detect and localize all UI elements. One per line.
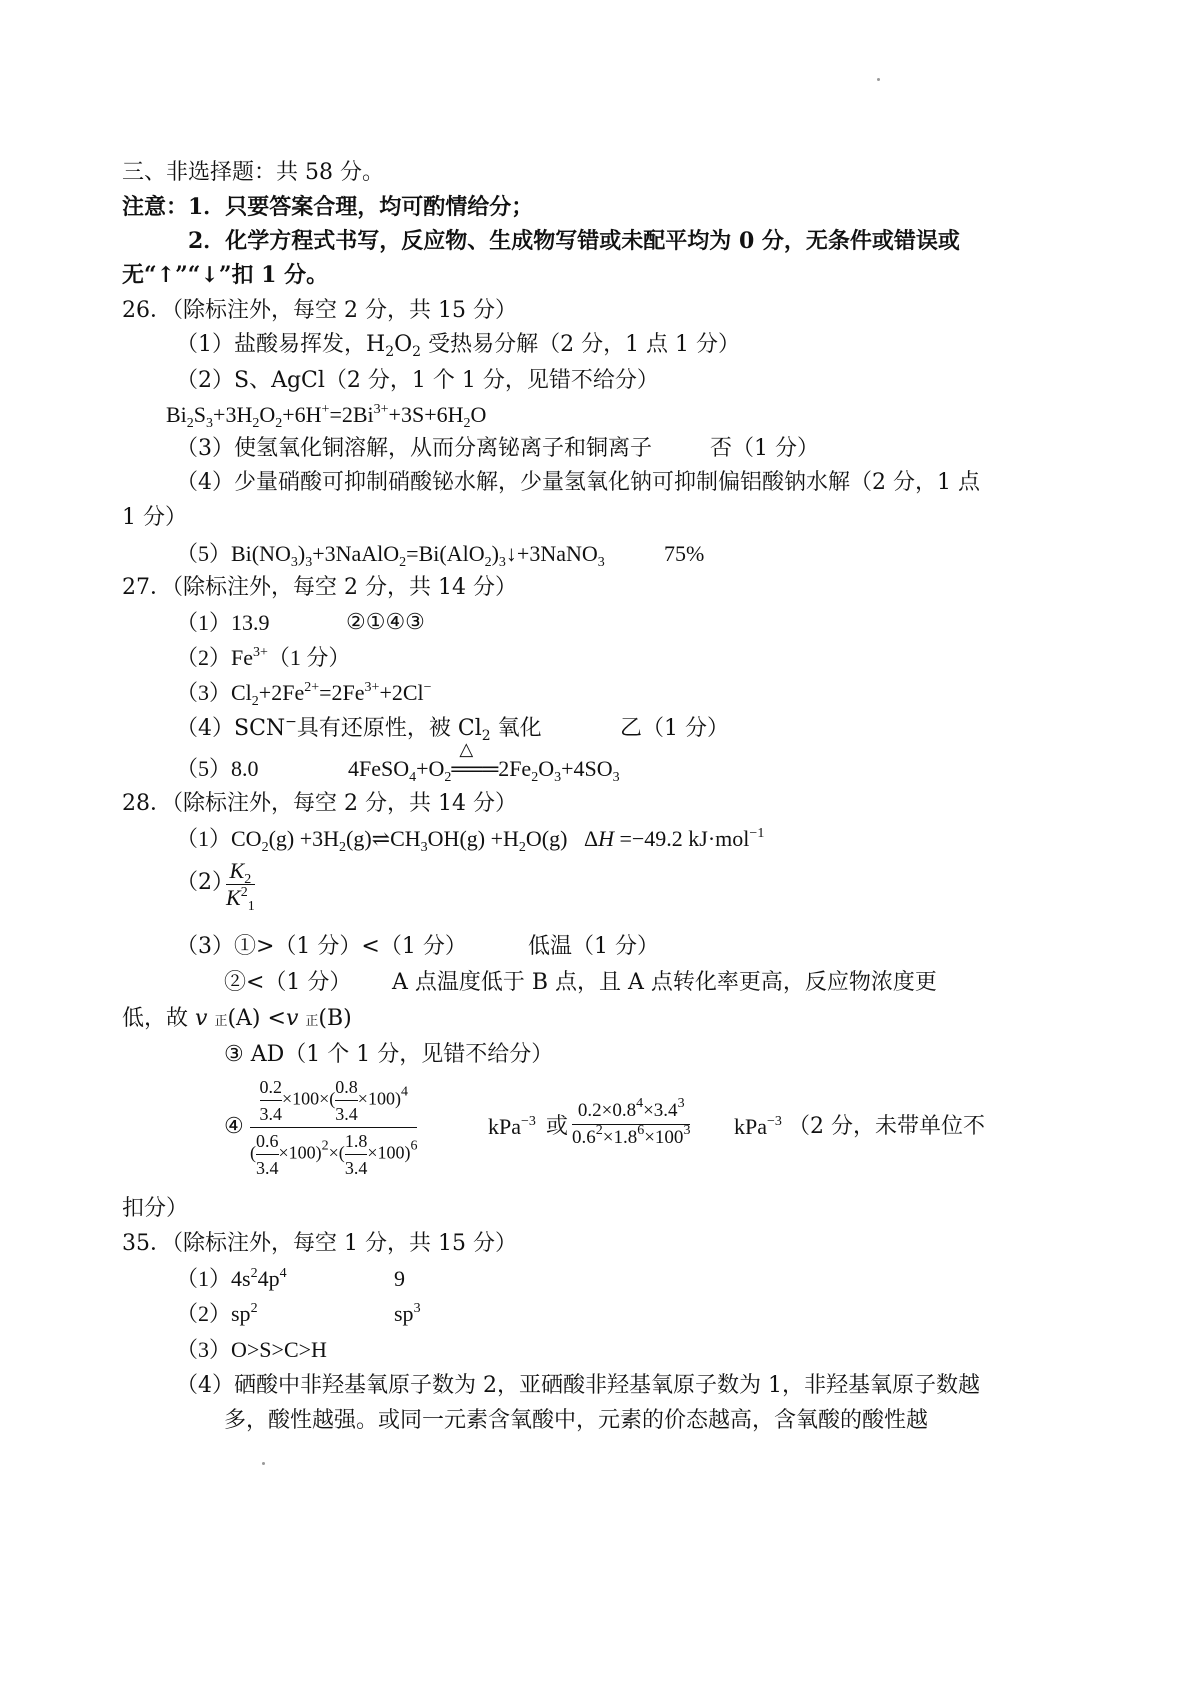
q28-part3-3: ③ AD（1 个 1 分，见错不给分） bbox=[224, 1042, 554, 1067]
q27-part1: （1）13.9 bbox=[176, 610, 270, 635]
q26-part4a: （4）少量硝酸可抑制硝酸铋水解，少量氢氧化钠可抑制偏铝酸钠水解（2 分，1 点 bbox=[176, 470, 980, 495]
q28-k-fraction: $\frac{K_2}{K^2_1}$ bbox=[226, 858, 255, 914]
q26-equation: $Bi_2S_3+3H_2O_2+6H^+=2Bi^{3+}+3S+6H_2O$ bbox=[166, 402, 487, 431]
q28-part3-2c: 低，故 v 正(A) <v 正(B) bbox=[122, 1006, 352, 1031]
q35-part2: $(2)sp^2$ bbox=[176, 1301, 258, 1326]
q35-part4b: 多，酸性越强。或同一元素含氧酸中，元素的价态越高，含氧酸的酸性越 bbox=[224, 1408, 929, 1433]
q28-part3-2a: ②<（1 分） bbox=[224, 970, 352, 995]
q26-heading: 26．（除标注外，每空 2 分，共 15 分） bbox=[122, 298, 517, 323]
note-2b: 无“↑”“↓”扣 1 分。 bbox=[122, 262, 329, 288]
q35-part1-answer: 9 bbox=[394, 1266, 405, 1291]
q35-heading: 35．（除标注外，每空 1 分，共 15 分） bbox=[122, 1231, 517, 1256]
q26-part2: （2）S、AgCl（2 分，1 个 1 分，见错不给分） bbox=[176, 368, 659, 393]
q35-part2-answer: $sp^3$ bbox=[394, 1301, 421, 1326]
scan-speck bbox=[877, 78, 880, 81]
q27-part5-equation: $4FeSO_4+O_2$ △ $═══2Fe_2O_3+4SO_3$ bbox=[348, 739, 620, 785]
q26-yield: 75% bbox=[664, 541, 705, 566]
note-2a: 2．化学方程式书写，反应物、生成物写错或未配平均为 0 分，无条件或错误或 bbox=[188, 228, 960, 254]
section-title: 三、非选择题：共 58 分。 bbox=[122, 160, 384, 185]
q27-part1-order: ②①④③ bbox=[346, 610, 425, 635]
q35-part1: $(1)4s^24p^4$ bbox=[176, 1266, 287, 1291]
q26-part5: $(5)Bi(NO_3)_3+3NaAlO_2=Bi(AlO_2)_3↓+3NaNO_3$ bbox=[176, 541, 605, 570]
q26-part1-text: （1）盐酸易挥发，H bbox=[176, 332, 386, 357]
q26-part1-rest: 受热易分解（2 分，1 点 1 分） bbox=[428, 332, 741, 357]
q28-part3-2b: A 点温度低于 B 点，且 A 点转化率更高，反应物浓度更 bbox=[392, 970, 937, 995]
q27-part3: $(3)Cl_2+2Fe^{2+}=2Fe^{3+}+2Cl^-$ bbox=[176, 680, 432, 709]
q26-part4b: 1 分） bbox=[122, 505, 187, 530]
q28-tail-2: 扣分） bbox=[122, 1196, 189, 1221]
q28-unit-2: kPa$^{-3}$ bbox=[734, 1114, 782, 1139]
q26-part3-answer: 否（1 分） bbox=[710, 436, 819, 461]
q35-part4a: （4）硒酸中非羟基氧原子数为 2，亚硒酸非羟基氧原子数为 1，非羟基氧原子数越 bbox=[176, 1373, 980, 1398]
note-1: 注意：1．只要答案合理，均可酌情给分； bbox=[122, 194, 534, 220]
q28-tail: （2 分，未带单位不 bbox=[788, 1114, 985, 1139]
q28-part3-1: （3）①>（1 分）<（1 分） bbox=[176, 934, 467, 959]
q28-kp-expression-2: $\frac{0.2\times 0.8^4\times 3.4^3}{0.6^2\times 1.8^6\times 100^3}$ bbox=[572, 1098, 690, 1151]
q27-heading: 27．（除标注外，每空 2 分，共 14 分） bbox=[122, 575, 517, 600]
q27-part4: （4）SCN−具有还原性，被 $Cl_2$ 氧化 bbox=[176, 714, 542, 744]
q28-or: 或 bbox=[546, 1114, 569, 1139]
q26-part3: （3）使氢氧化铜溶解，从而分离铋离子和铜离子 bbox=[176, 436, 652, 461]
q26-part1: （1）盐酸易挥发，$H_2O_2$ 受热易分解（2 分，1 点 1 分） bbox=[176, 332, 741, 360]
q27-part2: $(2)Fe^{3+}(1$ 分） bbox=[176, 645, 351, 670]
q28-part3-4-label: ④ bbox=[224, 1114, 244, 1139]
q28-part2: （2） bbox=[176, 870, 234, 895]
scan-speck-bottom bbox=[262, 1462, 265, 1465]
q28-heading: 28．（除标注外，每空 2 分，共 14 分） bbox=[122, 791, 517, 816]
q35-part3: （3）O>S>C>H bbox=[176, 1337, 327, 1362]
q28-kp-expression-1: $\frac{0.2}{3.4}$ ×100×( $\frac{0.8}{3.4}$ ×100)$^4$ ( $\frac{0.6}{3.4}$ ×100)$^2$×( $\frac{1.8}{3.4}$ ×100)$^6$ bbox=[250, 1074, 417, 1181]
q28-unit-1: kPa$^{-3}$ bbox=[488, 1114, 536, 1139]
q28-part3-1-answer: 低温（1 分） bbox=[528, 934, 659, 959]
q27-part5: （5）8.0 bbox=[176, 756, 259, 781]
q27-part4-answer: 乙（1 分） bbox=[620, 716, 729, 741]
q28-part1: $(1)CO_2(g)$ $+3H_2(g)\rightleftharpoons CH_3OH(g) +H_2O(g)$ ΔH =−49.2 kJ·mol$^{-1}$ bbox=[176, 826, 765, 855]
